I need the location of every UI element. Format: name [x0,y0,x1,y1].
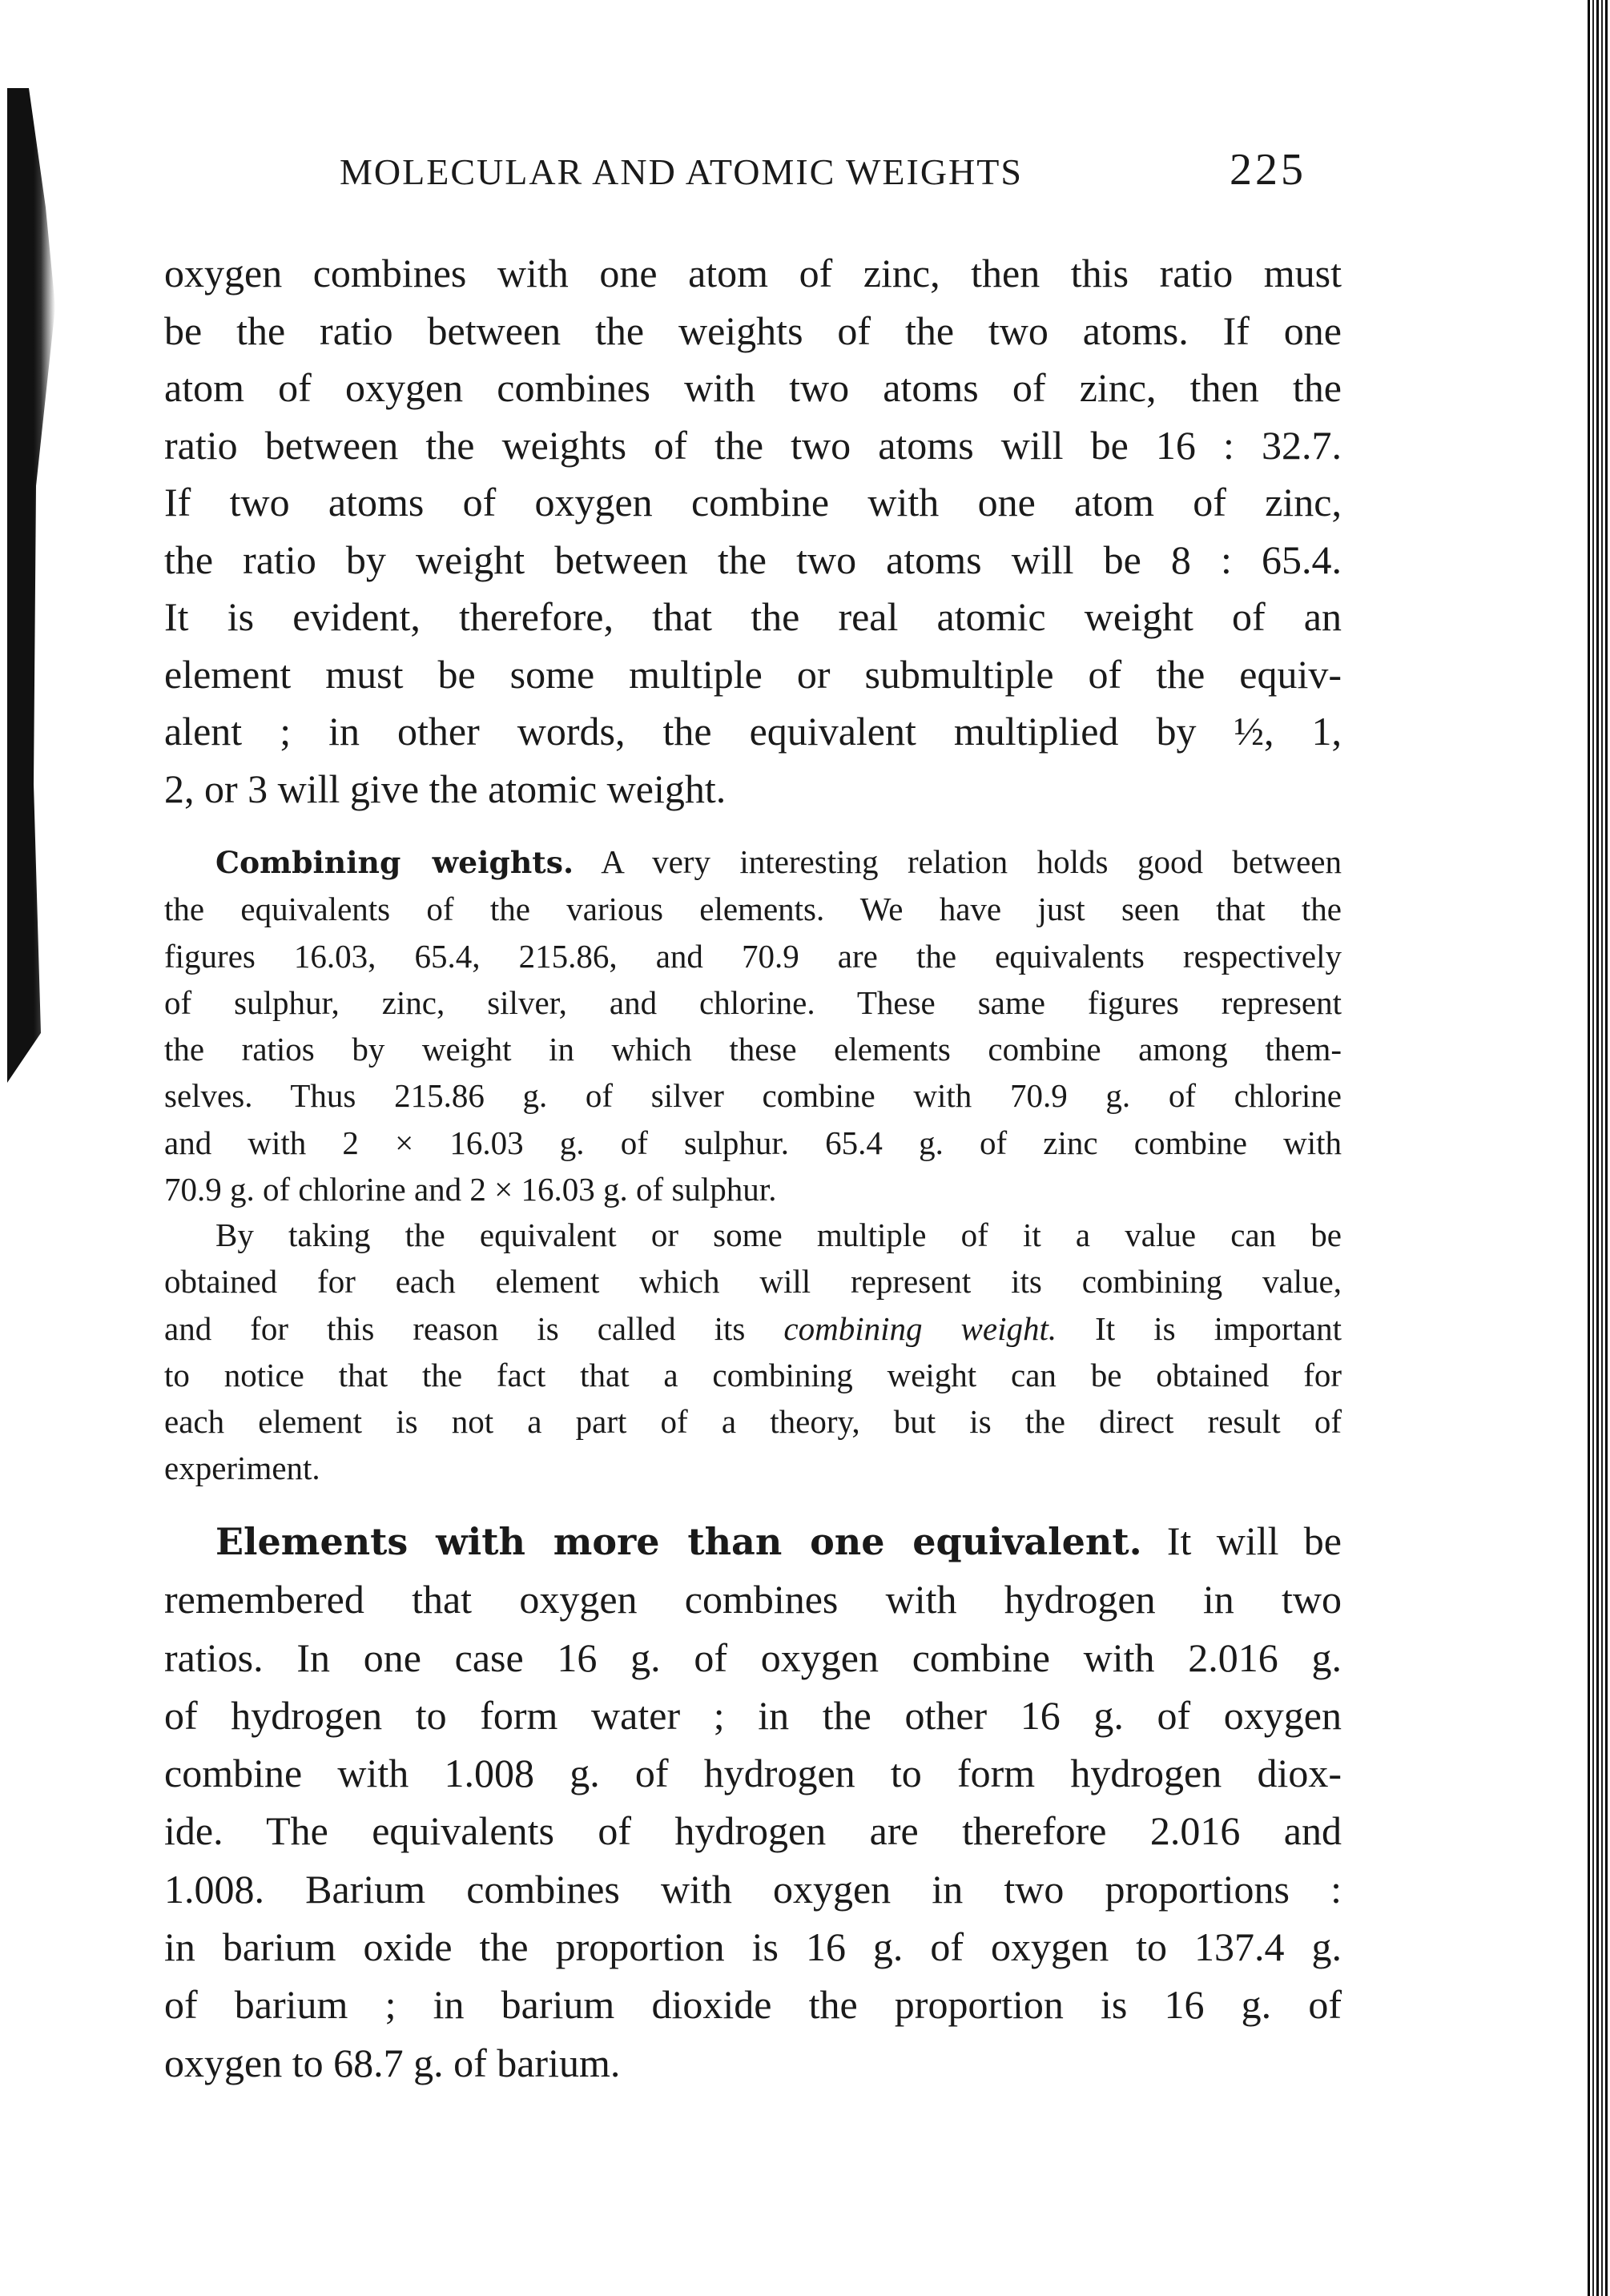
text-run: atom of oxygen combines with two atoms of zinc, then the [164,365,1342,410]
page-number: 225 [1230,145,1306,195]
text-run: If two atoms of oxygen combine with one atom of zinc, [164,480,1342,525]
text-run: each element is not a part of a theory, but is the direct result of [164,1403,1342,1441]
text-run: 1.008. Barium combines with oxygen in two proportions : [164,1866,1342,1912]
text-run: of sulphur, zinc, silver, and chlorine. These same figures represent [164,983,1342,1021]
text-run: of hydrogen to form water ; in the other 16 g. of oxygen [164,1692,1342,1738]
text-run: figures 16.03, 65.4, 215.86, and 70.9 are the equivalents respectively [164,937,1342,975]
text-line [164,2034,1342,2092]
text-line [164,1072,1342,1119]
text-run: the ratios by weight in which these elements combine among them- [164,1031,1342,1068]
text-line [164,761,1342,818]
text-run: and for this reason is called its [164,1309,784,1347]
page-edge [1588,0,1610,2296]
text-run: ratio between the weights of the two atoms will be 16 : 32.7. [164,422,1342,468]
text-line [164,933,1342,979]
text-line [164,1860,1342,1918]
text-line [164,1976,1342,2033]
text-run: remembered that oxygen combines with hydrogen in two [164,1577,1342,1622]
text-run: combine with 1.008 g. of hydrogen to form hydrogen diox- [164,1751,1342,1796]
text-run: selves. Thus 215.86 g. of silver combine with 70.9 g. of chlorine [164,1077,1342,1115]
text-line [164,1512,1342,1570]
text-run: ide. The equivalents of hydrogen are therefore 2.016 and [164,1808,1342,1854]
running-title: MOLECULAR AND ATOMIC WEIGHTS [340,151,1023,192]
text-run: to notice that the fact that a combining weight can be obtained for [164,1356,1342,1393]
text-line [164,360,1342,417]
text-run: obtained for each element which will represent its combining value, [164,1263,1342,1301]
text-line [164,646,1342,704]
text-run: of barium ; in barium dioxide the proportion is 16 g. of [164,1982,1342,2028]
text-run: It is evident, therefore, that the real atomic weight of an [164,594,1342,639]
text-run: oxygen combines with one atom of zinc, then this ratio must [164,251,1342,296]
section-heading: Elements with more than one equivalent. [215,1520,1142,1563]
text-line [164,1445,1342,1491]
paragraph [164,245,1342,818]
text-run: experiment. [164,1450,320,1487]
text-line [164,979,1342,1026]
text-run: It is important [1057,1309,1342,1347]
text-run: oxygen to 68.7 g. of barium. [164,2040,621,2085]
text-run: be the ratio between the weights of the two atoms. If one [164,308,1342,353]
text-line [164,417,1342,475]
text-line [164,1258,1342,1305]
text-run: 2, or 3 will give the atomic weight. [164,766,727,811]
paragraph [164,838,1342,1212]
text-run: in barium oxide the proportion is 16 g. of oxygen to 137.4 g. [164,1924,1342,1970]
text-line [164,1570,1342,1628]
text-line [164,1212,1342,1258]
text-line [164,1352,1342,1398]
text-line [164,1305,1342,1352]
emphasized-term: combining weight. [783,1309,1057,1347]
text-line [164,245,1342,303]
text-line [164,1120,1342,1166]
text-line [164,1026,1342,1072]
text-run: By taking the equivalent or some multiple of it a value can be [215,1216,1342,1253]
paragraph [164,1212,1342,1492]
page-binding-shadow [7,88,55,1083]
text-line [164,474,1342,532]
text-line [164,703,1342,761]
paragraph [164,1512,1342,2092]
text-line [164,1629,1342,1687]
text-run: It will be [1141,1518,1342,1563]
text-run: 70.9 g. of chlorine and 2 × 16.03 g. of sulphur. [164,1171,777,1208]
text-run: the equivalents of the various elements. We have just seen that the [164,891,1342,928]
text-line [164,1802,1342,1860]
text-run: alent ; in other words, the equivalent multiplied by ½, 1, [164,709,1342,754]
text-line [164,1166,1342,1212]
text-line [164,532,1342,589]
text-run: ratios. In one case 16 g. of oxygen combine with 2.016 g. [164,1635,1342,1680]
text-line [164,303,1342,360]
text-line [164,886,1342,932]
text-run: element must be some multiple or submultiple of the equiv- [164,651,1342,697]
text-line [164,1918,1342,1976]
text-line [164,589,1342,646]
text-run: and with 2 × 16.03 g. of sulphur. 65.4 g. of zinc combine with [164,1124,1342,1161]
text-line [164,838,1342,886]
text-line [164,1744,1342,1802]
text-run: A very interesting relation holds good between [574,843,1342,880]
section-heading: Combining weights. [215,845,574,880]
text-line [164,1687,1342,1744]
text-run: the ratio by weight between the two atoms will be 8 : 65.4. [164,537,1342,582]
text-line [164,1398,1342,1445]
